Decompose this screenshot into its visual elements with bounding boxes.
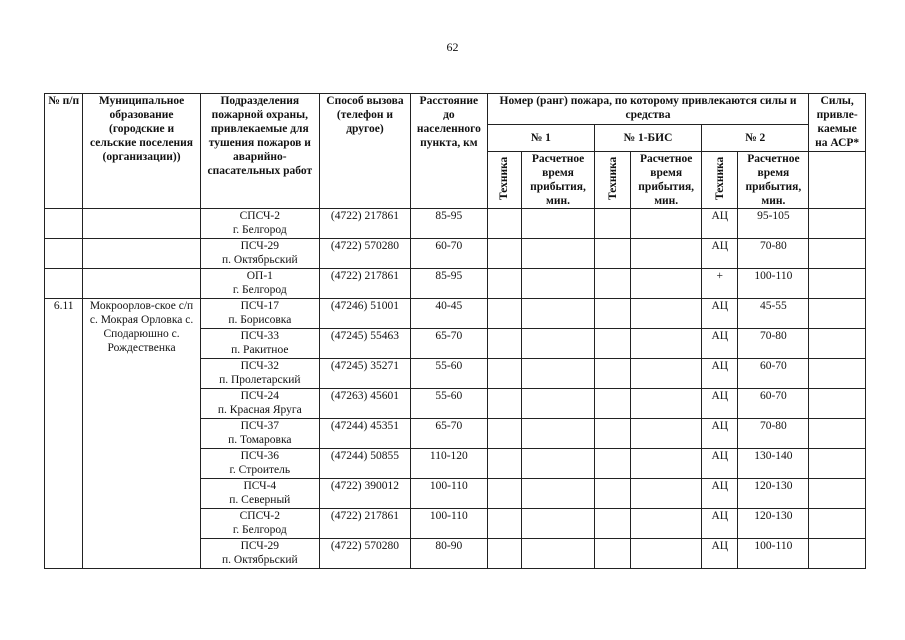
- cell-technique-1bis: [594, 479, 630, 509]
- cell-technique-1bis: [594, 449, 630, 479]
- cell-phone: (4722) 570280: [319, 239, 410, 269]
- cell-technique-1: [487, 359, 521, 389]
- cell-technique-2: АЦ: [702, 389, 738, 419]
- cell-technique-1bis: [594, 239, 630, 269]
- header-asr: Силы, привле-каемые на АСР*: [809, 94, 866, 152]
- header-arrival-1bis: Расчетное время прибытия, мин.: [631, 152, 702, 209]
- cell-technique-2: АЦ: [702, 239, 738, 269]
- cell-technique-1bis: [594, 419, 630, 449]
- cell-distance: 85-95: [410, 209, 487, 239]
- cell-distance: 85-95: [410, 269, 487, 299]
- cell-asr: [809, 479, 866, 509]
- cell-arrival-1bis: [631, 449, 702, 479]
- cell-phone: (47245) 35271: [319, 359, 410, 389]
- cell-technique-1: [487, 269, 521, 299]
- table-row: [45, 299, 866, 329]
- cell-arrival-2: 120-130: [738, 479, 809, 509]
- cell-technique-1: [487, 209, 521, 239]
- cell-technique-2: АЦ: [702, 449, 738, 479]
- cell-technique-2: АЦ: [702, 299, 738, 329]
- cell-arrival-2: 100-110: [738, 539, 809, 569]
- cell-technique-1: [487, 509, 521, 539]
- cell-arrival-1: [522, 509, 595, 539]
- cell-arrival-1: [522, 389, 595, 419]
- cell-unit: [200, 479, 319, 509]
- cell-arrival-1bis: [631, 509, 702, 539]
- unit-name: ПСЧ-29: [240, 240, 280, 252]
- unit-location: г. Белгород: [232, 224, 287, 236]
- header-rank1: № 1: [487, 125, 594, 152]
- cell-arrival-1bis: [631, 539, 702, 569]
- cell-technique-1bis: [594, 539, 630, 569]
- unit-location: п. Пролетарский: [219, 374, 301, 386]
- cell-asr: [809, 419, 866, 449]
- cell-technique-2: АЦ: [702, 479, 738, 509]
- unit-name: ПСЧ-17: [240, 300, 280, 312]
- cell-technique-1bis: [594, 329, 630, 359]
- cell-phone: (4722) 217861: [319, 509, 410, 539]
- unit-location: п. Октябрьский: [221, 254, 298, 266]
- header-municipality: Муниципальное образование (городские и сельские поселения (организации)): [83, 94, 200, 209]
- unit-location: г. Белгород: [232, 284, 287, 296]
- cell-arrival-2: 130-140: [738, 449, 809, 479]
- cell-distance: 55-60: [410, 389, 487, 419]
- table-row: [45, 269, 866, 299]
- cell-arrival-1: [522, 419, 595, 449]
- cell-phone: (47245) 55463: [319, 329, 410, 359]
- cell-asr: [809, 269, 866, 299]
- header-arrival-1: Расчетное время прибытия, мин.: [522, 152, 595, 209]
- cell-arrival-1bis: [631, 269, 702, 299]
- cell-asr: [809, 539, 866, 569]
- cell-technique-1bis: [594, 209, 630, 239]
- table-row: [45, 209, 866, 239]
- cell-technique-2: АЦ: [702, 329, 738, 359]
- unit-name: ОП-1: [246, 270, 273, 282]
- header-technique-2: Техника: [702, 152, 738, 209]
- cell-arrival-2: 70-80: [738, 329, 809, 359]
- cell-unit: [200, 239, 319, 269]
- cell-unit: [200, 509, 319, 539]
- cell-distance: 100-110: [410, 479, 487, 509]
- cell-arrival-1bis: [631, 359, 702, 389]
- cell-technique-1: [487, 419, 521, 449]
- cell-phone: (4722) 217861: [319, 209, 410, 239]
- cell-asr: [809, 239, 866, 269]
- cell-phone: (4722) 570280: [319, 539, 410, 569]
- cell-technique-1bis: [594, 509, 630, 539]
- cell-asr: [809, 299, 866, 329]
- cell-technique-1: [487, 539, 521, 569]
- cell-municipality: [83, 209, 200, 239]
- header-call-method: Способ вызова (телефон и другое): [319, 94, 410, 209]
- cell-arrival-1bis: [631, 299, 702, 329]
- cell-technique-2: АЦ: [702, 359, 738, 389]
- cell-distance: 65-70: [410, 419, 487, 449]
- unit-name: ПСЧ-24: [240, 390, 280, 402]
- cell-asr: [809, 449, 866, 479]
- cell-technique-1bis: [594, 359, 630, 389]
- unit-name: ПСЧ-37: [240, 420, 280, 432]
- unit-name: ПСЧ-32: [240, 360, 280, 372]
- cell-arrival-2: 70-80: [738, 239, 809, 269]
- cell-phone: (47246) 51001: [319, 299, 410, 329]
- cell-technique-1: [487, 389, 521, 419]
- cell-unit: [200, 209, 319, 239]
- cell-arrival-2: 100-110: [738, 269, 809, 299]
- header-rank2: № 2: [702, 125, 809, 152]
- cell-phone: (4722) 217861: [319, 269, 410, 299]
- cell-technique-1: [487, 449, 521, 479]
- cell-num: [45, 269, 83, 299]
- unit-name: ПСЧ-36: [240, 450, 280, 462]
- cell-technique-2: +: [702, 269, 738, 299]
- cell-technique-1: [487, 329, 521, 359]
- header-asr-empty: [809, 152, 866, 209]
- cell-arrival-2: 120-130: [738, 509, 809, 539]
- cell-municipality: Мокроорлов-ское с/п с. Мокрая Орловка с. Сподарюшно с. Рождественка: [83, 299, 200, 569]
- cell-arrival-1: [522, 209, 595, 239]
- cell-asr: [809, 509, 866, 539]
- cell-num: [45, 239, 83, 269]
- cell-distance: 40-45: [410, 299, 487, 329]
- cell-num: 6.11: [45, 299, 83, 569]
- header-technique-1bis: Техника: [594, 152, 630, 209]
- cell-unit: [200, 449, 319, 479]
- cell-arrival-1: [522, 449, 595, 479]
- cell-distance: 100-110: [410, 509, 487, 539]
- cell-arrival-1: [522, 539, 595, 569]
- cell-arrival-1bis: [631, 419, 702, 449]
- cell-arrival-2: 45-55: [738, 299, 809, 329]
- cell-arrival-1bis: [631, 239, 702, 269]
- header-rank1bis: № 1-БИС: [594, 125, 701, 152]
- cell-municipality: [83, 239, 200, 269]
- unit-name: СПСЧ-2: [239, 510, 281, 522]
- cell-phone: (4722) 390012: [319, 479, 410, 509]
- cell-asr: [809, 209, 866, 239]
- cell-arrival-1: [522, 239, 595, 269]
- cell-unit: [200, 419, 319, 449]
- cell-distance: 55-60: [410, 359, 487, 389]
- cell-unit: [200, 299, 319, 329]
- cell-arrival-1: [522, 479, 595, 509]
- unit-name: ПСЧ-29: [240, 540, 280, 552]
- cell-distance: 80-90: [410, 539, 487, 569]
- cell-distance: 110-120: [410, 449, 487, 479]
- page-number: 62: [446, 40, 459, 54]
- header-technique-1: Техника: [487, 152, 521, 209]
- cell-arrival-1: [522, 359, 595, 389]
- cell-asr: [809, 389, 866, 419]
- cell-technique-2: АЦ: [702, 539, 738, 569]
- cell-unit: [200, 269, 319, 299]
- unit-location: п. Красная Яруга: [217, 404, 302, 416]
- unit-location: п. Октябрьский: [221, 554, 298, 566]
- cell-asr: [809, 329, 866, 359]
- cell-arrival-2: 60-70: [738, 389, 809, 419]
- cell-technique-1: [487, 239, 521, 269]
- cell-unit: [200, 359, 319, 389]
- cell-phone: (47244) 50855: [319, 449, 410, 479]
- unit-location: г. Белгород: [232, 524, 287, 536]
- cell-phone: (47263) 45601: [319, 389, 410, 419]
- cell-technique-1bis: [594, 269, 630, 299]
- cell-technique-1bis: [594, 389, 630, 419]
- cell-unit: [200, 329, 319, 359]
- cell-technique-2: АЦ: [702, 419, 738, 449]
- unit-name: СПСЧ-2: [239, 210, 281, 222]
- cell-technique-1: [487, 299, 521, 329]
- cell-arrival-1: [522, 299, 595, 329]
- cell-municipality: [83, 269, 200, 299]
- cell-technique-2: АЦ: [702, 209, 738, 239]
- cell-arrival-1: [522, 329, 595, 359]
- unit-location: п. Ракитное: [231, 344, 289, 356]
- cell-unit: [200, 389, 319, 419]
- cell-distance: 60-70: [410, 239, 487, 269]
- cell-technique-2: АЦ: [702, 509, 738, 539]
- cell-unit: [200, 539, 319, 569]
- unit-location: п. Борисовка: [228, 314, 292, 326]
- cell-asr: [809, 359, 866, 389]
- unit-name: ПСЧ-4: [243, 480, 277, 492]
- header-rank-group: Номер (ранг) пожара, по которому привлекаются силы и средства: [487, 94, 809, 125]
- unit-location: г. Строитель: [229, 464, 291, 476]
- fire-forces-table: [44, 93, 866, 569]
- cell-arrival-2: 95-105: [738, 209, 809, 239]
- cell-arrival-2: 60-70: [738, 359, 809, 389]
- cell-arrival-1bis: [631, 329, 702, 359]
- cell-arrival-1bis: [631, 389, 702, 419]
- cell-arrival-1bis: [631, 479, 702, 509]
- header-num: № п/п: [45, 94, 83, 209]
- unit-location: п. Северный: [229, 494, 291, 506]
- unit-name: ПСЧ-33: [240, 330, 280, 342]
- cell-arrival-1bis: [631, 209, 702, 239]
- cell-technique-1: [487, 479, 521, 509]
- cell-phone: (47244) 45351: [319, 419, 410, 449]
- cell-technique-1bis: [594, 299, 630, 329]
- cell-arrival-1: [522, 269, 595, 299]
- cell-num: [45, 209, 83, 239]
- header-units: Подразделения пожарной охраны, привлекаемые для тушения пожаров и аварийно-спасательных работ: [200, 94, 319, 209]
- unit-location: п. Томаровка: [228, 434, 292, 446]
- header-arrival-2: Расчетное время прибытия, мин.: [738, 152, 809, 209]
- cell-arrival-2: 70-80: [738, 419, 809, 449]
- cell-distance: 65-70: [410, 329, 487, 359]
- header-distance: Расстояние до населенного пункта, км: [410, 94, 487, 209]
- table-row: [45, 239, 866, 269]
